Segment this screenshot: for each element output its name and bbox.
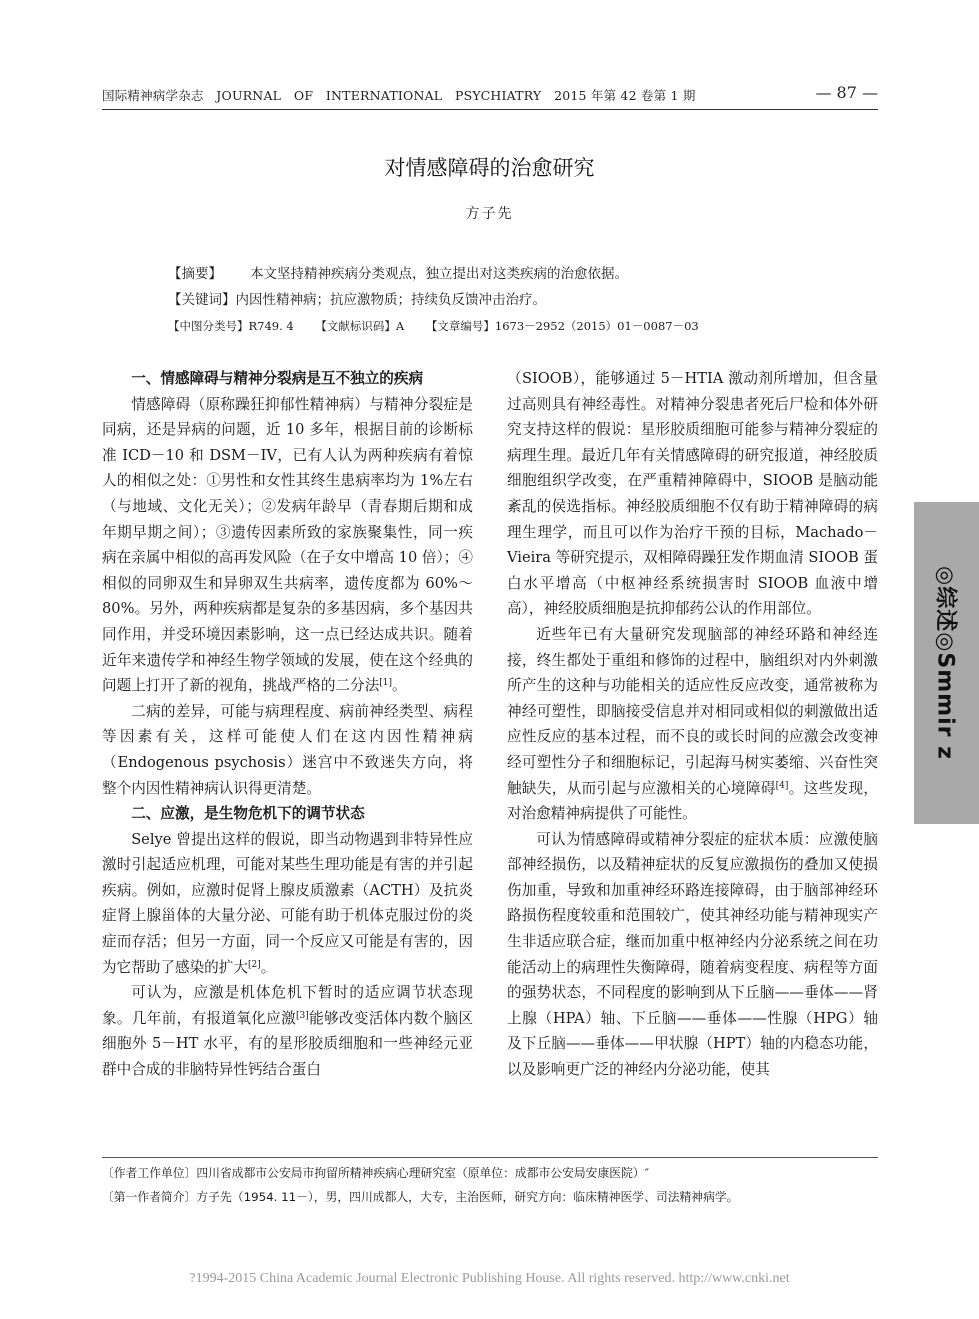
footnote-rule [102, 1157, 878, 1158]
side-tab-label: ◎综述◎Smmir z [932, 566, 957, 760]
document-code: 【文献标识码】A [315, 319, 405, 333]
author-name: 方子先 [465, 206, 514, 222]
citation: [2] [247, 959, 261, 970]
keywords-text: 内因性精神病；抗应激物质；持续负反馈冲击治疗。 [235, 292, 546, 308]
abstract [168, 262, 628, 282]
paragraph: 可认为情感障碍或精神分裂症的症状本质：应激使脑部神经损伤，以及精神症状的反复应激损伤的叠加又使损伤加重，导致和加重神经环路连接障碍，由于脑部神经环路损伤程度较重和范围较广，使其神经功能与精神现实产生非适应联合症，继而加重中枢神经内分泌系统之间在功能活动上的病理性失衡障碍，随着病变程度、病程等方面的强势状态，不同程度的影响到从下丘脑——垂体——肾上腺（HPA）轴、下丘脑——垂体——性腺（HPG）轴及下丘脑——垂体——甲状腺（HPT）轴的内稳态功能，以及影响更广泛的神经内分泌功能，使其 [507, 830, 878, 1079]
paragraph: 近些年已有大量研究发现脑部的神经环路和神经连接，终生都处于重组和修饰的过程中，脑组织对内外刺激所产生的这种与功能相关的适应性反应改变，通常被称为神经可塑性，即脑接受信息并对相同或相似的刺激做出适应性反应的基本过程，而不良的或长时间的应激会改变神经可塑性分子和细胞标记，引起海马树实萎缩、兴奋性突触缺失，从而引起与应激相关的心境障碍[4]。这些发现，对治愈精神病提供了可能性。 [507, 625, 878, 823]
abstract-label: 【摘要】 [168, 266, 222, 282]
citation: [1] [379, 678, 393, 689]
running-header [102, 83, 878, 108]
clc-number: 【中图分类号】R749. 4 [168, 319, 294, 333]
paragraph: 可认为，应激是机体危机下暂时的适应调节状态现象。几年前，有报道氧化应激[3]能够改变活体内数个脑区细胞外 5－HT 水平，有的星形胶质细胞和一些神经元亚群中合成的非脑特异性钙结合蛋白 [102, 984, 473, 1079]
article-title: 对情感障碍的治愈研究 [384, 156, 595, 180]
paragraph: 情感障碍（原称躁狂抑郁性精神病）与精神分裂症是同病，还是异病的问题，近 10 多年，根据目前的诊断标准 ICD－10 和 DSM－IV，已有人认为两种疾病有着惊人的相似之处：①男性和女性其终生患病率均为 1%左右（与地域、文化无关）；②发病年龄早（青春期后期和成年期早期之间）；③遗传因素所致的家族聚集性，同一疾病在亲属中相似的高再发风险（在子女中增高 10 倍）；④相似的同卵双生和异卵双生共病率，遗传度都为 60%～80%。另外，两种疾病都是复杂的多基因病，多个基因共同作用，并受环境因素影响，这一点已经达成共识。随着近年来遗传学和神经生物学领域的发展，使在这个经典的问题上打开了新的视角，挑战严格的二分法[1]。 [102, 395, 473, 695]
section-heading-1: 一、情感障碍与精神分裂病是互不独立的疾病 [131, 370, 424, 387]
paragraph: Selye 曾提出这样的假说，即当动物遇到非特异性应激时引起适应机理，可能对某些生理功能是有害的并引起疾病。例如，应激时促肾上腺皮质激素（ACTH）及抗炎症肾上腺甾体的大量分泌、可能有助于机体克服过份的炎症而存活；但另一方面，同一个反应又可能是有害的，因为它帮助了感染的扩大[2]。 [102, 830, 473, 976]
abstract-text: 本文坚持精神疾病分类观点，独立提出对这类疾病的治愈依据。 [250, 266, 628, 282]
section-side-tab [914, 502, 979, 824]
keywords-label: 【关键词】 [168, 292, 236, 308]
section-heading-2: 二、应激，是生物危机下的调节状态 [131, 805, 365, 823]
copyright-watermark: ?1994-2015 China Academic Journal Electronic Publishing House. All rights reserved. http://www.cnki.net [189, 1271, 790, 1286]
body-column-left [102, 366, 473, 1156]
citation: [4] [775, 780, 789, 791]
article-number: 【文章编号】1673－2952（2015）01－0087－03 [425, 319, 699, 333]
paragraph: 二病的差异，可能与病理程度、病前神经类型、病程等因素有关，这样可能使人们在这内因性精神病（Endogenous psychosis）迷宫中不致迷失方向，将整个内因性精神病认识得更清楚。 [102, 702, 473, 797]
citation: [3] [296, 1010, 309, 1021]
author-affiliation: 〔作者工作单位〕四川省成都市公安局市拘留所精神疾病心理研究室（原单位：成都市公安局安康医院）″ [102, 1166, 650, 1180]
header-rule [102, 109, 878, 110]
page-number: — 87 — [815, 83, 878, 102]
author-bio: 〔第一作者简介〕方子先（1954. 11－），男，四川成都人，大专，主治医师，研究方向：临床精神医学、司法精神病学。 [102, 1190, 739, 1204]
body-column-right [507, 366, 878, 1156]
paragraph: （SIOOB），能够通过 5－HTIA 激动剂所增加，但含量过高则具有神经毒性。对精神分裂患者死后尸检和体外研究支持这样的假说：星形胶质细胞可能参与精神分裂症的病理生理。最近几年有关情感障碍的研究报道，神经胶质细胞组织学改变，在严重精神障碍中，SIOOB 是脑动能紊乱的侯选指标。神经胶质细胞不仅有助于精神障碍的病理生理学，而且可以作为治疗干预的目标，Machado－Vieira 等研究提示，双相障碍躁狂发作期血清 SIOOB 蛋白水平增高（中枢神经系统损害时 SIOOB 血液中增高），神经胶质细胞是抗抑郁药公认的作用部位。 [507, 370, 878, 618]
journal-name: 国际精神病学杂志 JOURNAL OF INTERNATIONAL PSYCHIATRY 2015 年第 42 卷第 1 期 [102, 88, 696, 103]
classification-line [168, 318, 699, 334]
keywords [168, 288, 546, 308]
